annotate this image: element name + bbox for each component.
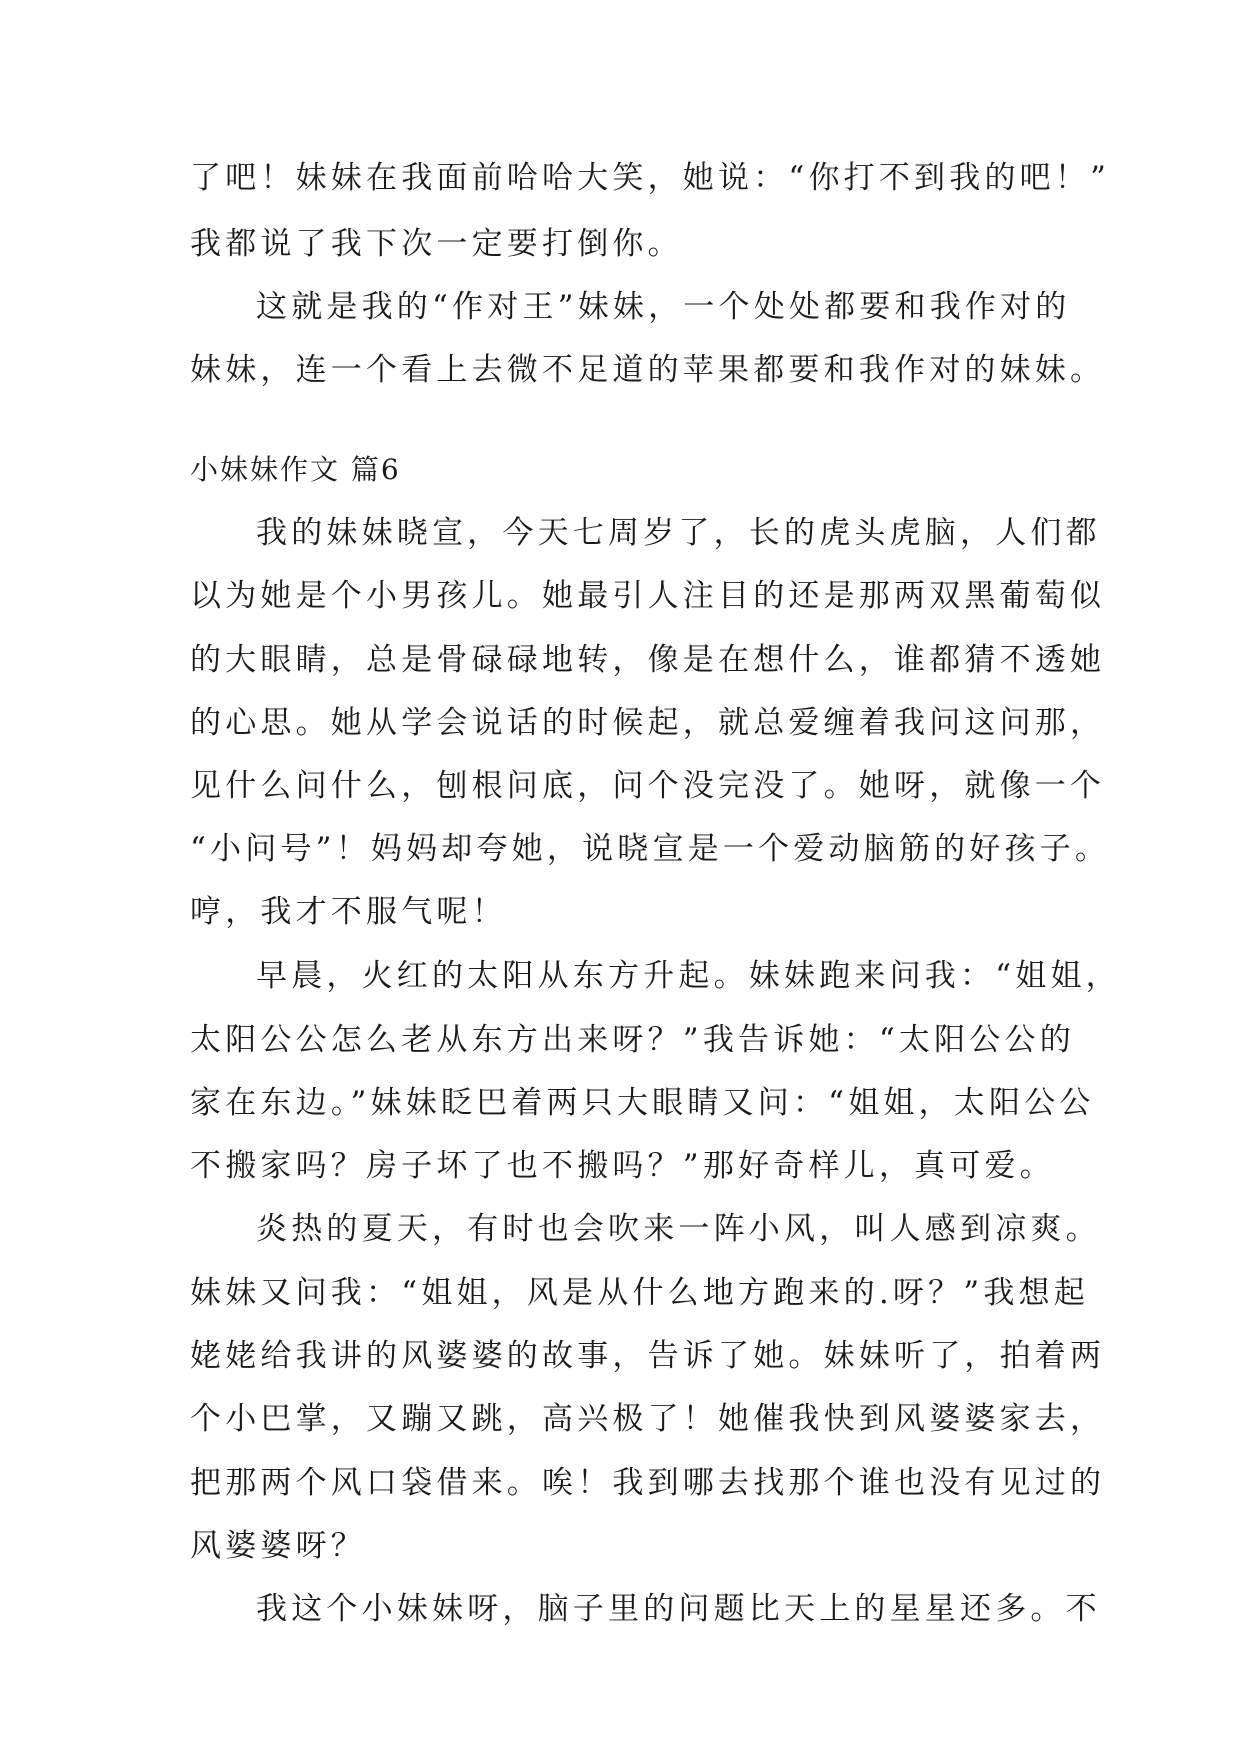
text-line: 不搬家吗？房子坏了也不搬吗？”那好奇样儿，真可爱。 — [190, 1148, 1055, 1184]
section-heading: 小妹妹作文 篇6 — [190, 453, 401, 486]
text-line: 把那两个风口袋借来。唉！我到哪去找那个谁也没有见过的 — [190, 1465, 1106, 1501]
text-line: 的大眼睛，总是骨碌碌地转，像是在想什么，谁都猜不透她 — [190, 642, 1106, 678]
paragraph-first-line: 早晨，火红的太阳从东方升起。妹妹跑来问我：“姐姐， — [256, 958, 1121, 994]
text-line: 太阳公公怎么老从东方出来呀？”我告诉她：“太阳公公的 — [190, 1022, 1075, 1058]
text-line: 个小巴掌，又蹦又跳，高兴极了！她催我快到风婆婆家去， — [190, 1401, 1106, 1437]
text-line: “小问号”！妈妈却夸她，说晓宣是一个爱动脑筋的好孩子。 — [190, 831, 1111, 867]
text-line: 家在东边。”妹妹眨巴着两只大眼睛又问：“姐姐，太阳公公 — [190, 1085, 1095, 1121]
text-line: 我都说了我下次一定要打倒你。 — [190, 226, 683, 262]
text-line: 妹妹又问我：“姐姐，风是从什么地方跑来的.呀？”我想起 — [190, 1275, 1089, 1311]
text-line: 姥姥给我讲的风婆婆的故事，告诉了她。妹妹听了，拍着两 — [190, 1338, 1106, 1374]
text-line: 哼，我才不服气呢！ — [190, 894, 507, 930]
paragraph-first-line: 我这个小妹妹呀，脑子里的问题比天上的星星还多。不 — [256, 1591, 1101, 1627]
text-line: 了吧！妹妹在我面前哈哈大笑，她说：“你打不到我的吧！” — [190, 160, 1111, 196]
text-line: 见什么问什么，刨根问底，问个没完没了。她呀，就像一个 — [190, 768, 1106, 804]
text-line: 的心思。她从学会说话的时候起，就总爱缠着我问这问那， — [190, 705, 1106, 741]
text-line: 风婆婆呀？ — [190, 1528, 366, 1564]
text-line: 以为她是个小男孩儿。她最引人注目的还是那两双黑葡萄似 — [190, 578, 1106, 614]
paragraph-first-line: 我的妹妹晓宣，今天七周岁了，长的虎头虎脑，人们都 — [256, 515, 1101, 551]
paragraph-first-line: 这就是我的“作对王”妹妹，一个处处都要和我作对的 — [256, 289, 1071, 325]
paragraph-first-line: 炎热的夏天，有时也会吹来一阵小风，叫人感到凉爽。 — [256, 1211, 1101, 1247]
text-line: 妹妹，连一个看上去微不足道的苹果都要和我作对的妹妹。 — [190, 352, 1106, 388]
